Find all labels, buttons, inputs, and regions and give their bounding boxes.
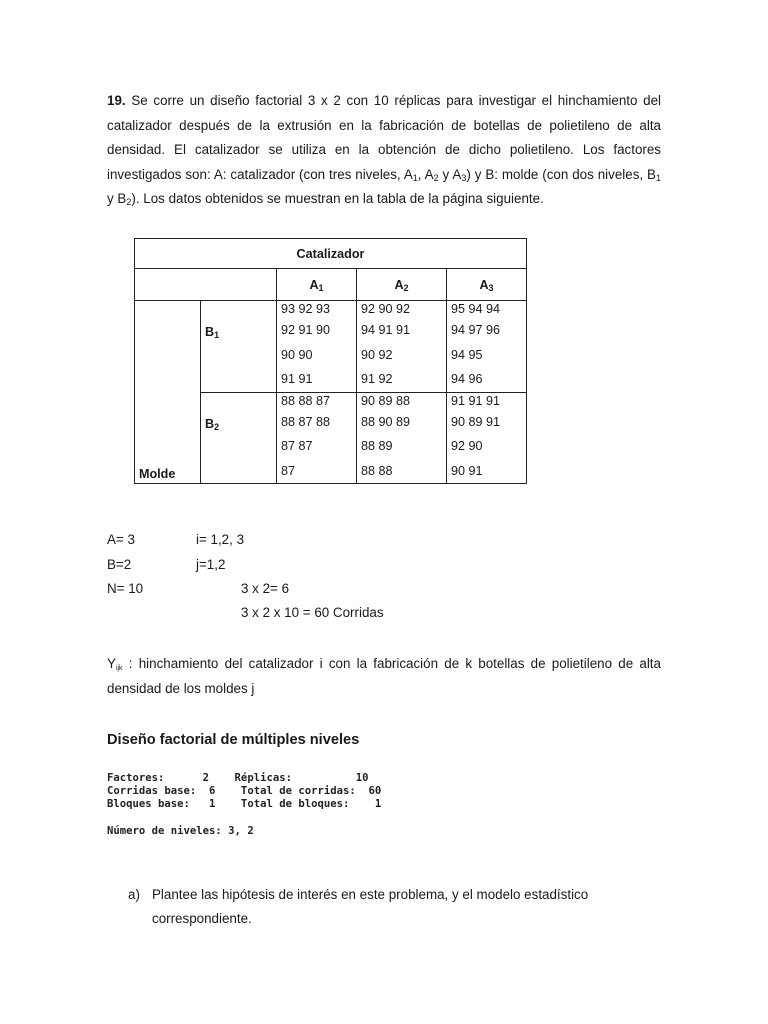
- var-j: j=1,2: [196, 557, 226, 572]
- cell-line: 94 96: [451, 372, 483, 386]
- subscript: 2: [214, 421, 220, 432]
- table-cell: [447, 301, 527, 393]
- subscript: 1: [412, 172, 418, 183]
- cell-line: 94 95: [451, 347, 483, 362]
- cell-line: 91 92: [361, 372, 393, 386]
- cell-line: 90 90: [281, 347, 313, 362]
- row-factor-text: Molde: [139, 467, 176, 481]
- cell-line: 92 90: [451, 439, 483, 453]
- problem-number: 19.: [107, 93, 126, 108]
- response-definition: [107, 651, 661, 701]
- problem-text: y A: [438, 166, 462, 182]
- cell-line: 87 87: [281, 439, 313, 453]
- cell-line: 88 90 89: [361, 414, 411, 429]
- cell-line: 90 92: [361, 347, 393, 362]
- row-label-b2: [201, 392, 277, 484]
- row-factor-label: [135, 301, 201, 484]
- cell-line: 94 91 91: [361, 323, 411, 337]
- question-label: a): [128, 887, 140, 902]
- cell-line: 92 90 92: [361, 302, 411, 316]
- row-label-letter: B: [205, 416, 215, 431]
- question-text: Plantee las hipótesis de interés en este problema, y el modelo estadístico correspondiente.: [152, 887, 589, 926]
- cell-line: 92 91 90: [281, 323, 331, 337]
- output-levels: Número de niveles: 3, 2: [107, 825, 254, 837]
- subscript: 3: [461, 172, 467, 183]
- subscript: 2: [126, 197, 132, 207]
- col-header-a2: [357, 269, 447, 301]
- subscript: 2: [433, 172, 439, 183]
- col-header-letter: A: [479, 277, 489, 292]
- cell-line: 88 88: [361, 463, 393, 478]
- cell-line: 93 92 93: [281, 302, 331, 316]
- subscript: ijk: [115, 665, 123, 672]
- var-n: N= 10: [107, 581, 144, 596]
- cell-line: 95 94 94: [451, 302, 501, 316]
- var-runs: 3 x 2 x 10 = 60 Corridas: [241, 605, 384, 620]
- var-a: A= 3: [107, 532, 135, 547]
- problem-statement: [107, 89, 661, 212]
- response-text: : hinchamiento del catalizador i con la fabricación de k botellas de polietileno de alta densidad de los moldes j: [107, 656, 661, 696]
- table-title: Catalizador: [135, 239, 527, 269]
- var-combos: 3 x 2= 6: [241, 581, 290, 596]
- empty-header-cell: [135, 269, 277, 301]
- row-label-b1: [201, 301, 277, 393]
- subscript: 1: [655, 172, 661, 183]
- output-line: Factores: 2 Réplicas: 10: [107, 772, 369, 784]
- cell-line: 91 91 91: [451, 393, 501, 408]
- cell-line: 94 97 96: [451, 323, 501, 337]
- subscript: 1: [214, 330, 220, 340]
- cell-line: 90 91: [451, 463, 483, 478]
- output-line: Corridas base: 6 Total de corridas: 60: [107, 785, 382, 797]
- var-b: B=2: [107, 557, 132, 572]
- cell-line: 88 89: [361, 439, 393, 453]
- problem-text: , A: [417, 166, 434, 182]
- table-cell: [357, 392, 447, 484]
- col-header-letter: A: [309, 277, 319, 292]
- table-cell: [277, 301, 357, 393]
- col-header-a3: [447, 269, 527, 301]
- cell-line: 90 89 91: [451, 414, 501, 429]
- cell-line: 90 89 88: [361, 393, 411, 408]
- table-cell: [447, 392, 527, 484]
- problem-text: y B: [107, 191, 127, 206]
- col-header-letter: A: [394, 277, 404, 292]
- problem-intro: Se corre un diseño factorial 3 x 2 con 10 réplicas para investigar el hinchamiento del catalizador después de la extrusión en la fabricación de botellas de polietileno de alta densidad. El catalizador se utiliza en la obtención de dicho polietileno. Los factores investigados son: A: catalizador (con tres niveles, A: [107, 93, 661, 182]
- var-i: i= 1,2, 3: [196, 532, 245, 547]
- problem-text: ). Los datos obtenidos se muestran en la tabla de la página siguiente.: [131, 191, 544, 206]
- question-a: [128, 883, 658, 933]
- problem-text: ) y B: molde (con dos niveles, B: [466, 166, 656, 182]
- subscript: 1: [318, 282, 324, 293]
- response-symbol: Y: [107, 656, 116, 671]
- output-line: Bloques base: 1 Total de bloques: 1: [107, 798, 382, 810]
- cell-line: 88 88 87: [281, 393, 331, 408]
- subscript: 3: [488, 282, 494, 293]
- col-header-a1: [277, 269, 357, 301]
- subscript: 2: [403, 282, 409, 293]
- cell-line: 88 87 88: [281, 414, 331, 429]
- table-cell: [357, 301, 447, 393]
- cell-line: 91 91: [281, 372, 313, 386]
- row-label-letter: B: [205, 325, 215, 339]
- cell-line: 87: [281, 463, 296, 478]
- section-title: Diseño factorial de múltiples niveles: [107, 732, 360, 748]
- table-cell: [277, 392, 357, 484]
- data-table: [134, 238, 527, 484]
